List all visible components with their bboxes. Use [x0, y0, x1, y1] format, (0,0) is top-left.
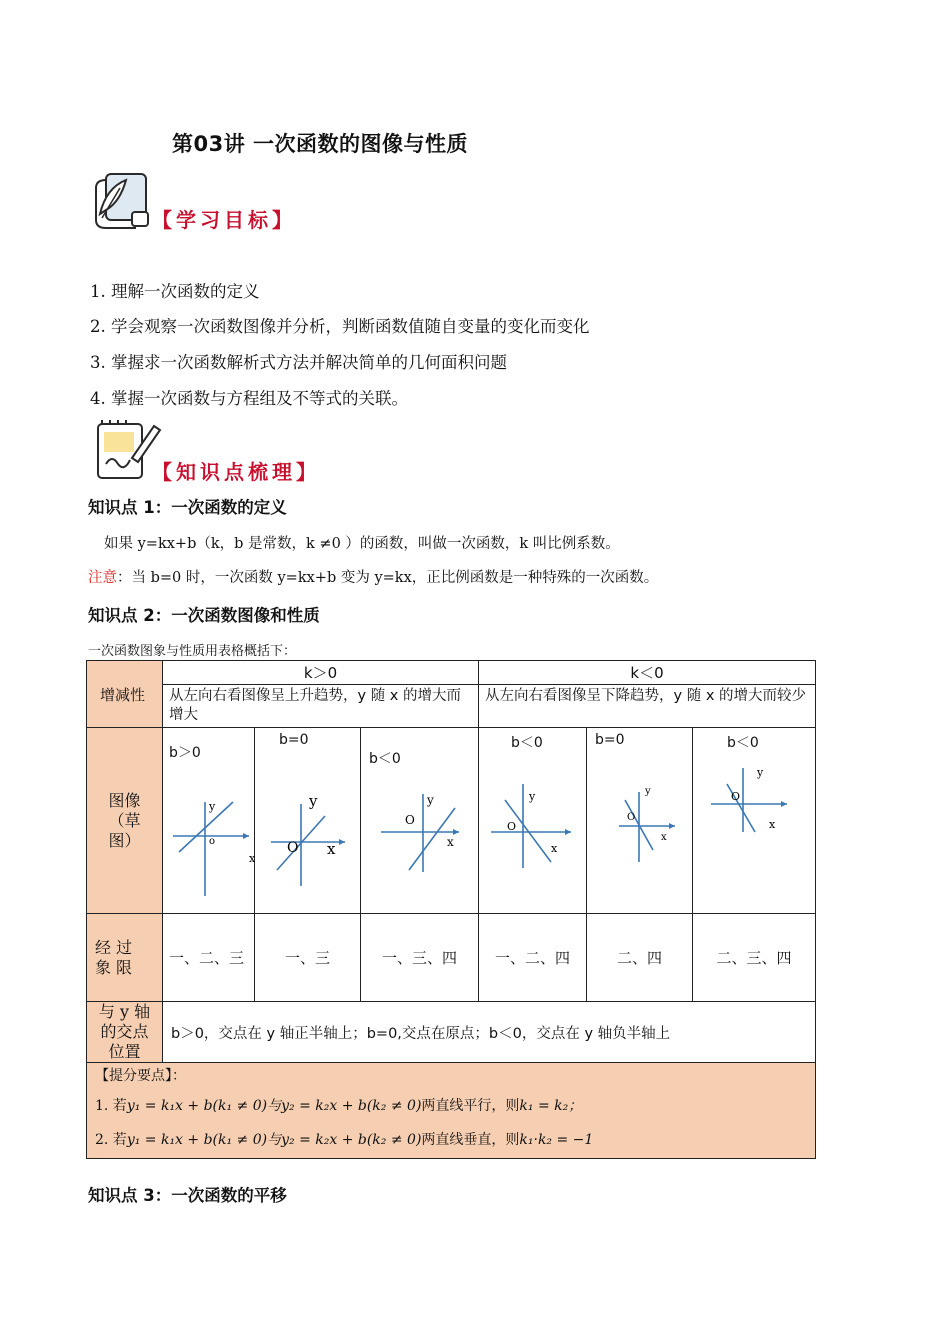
properties-table [86, 660, 816, 1159]
quadrant-cell: 二、三、四 [693, 914, 816, 1002]
objective-item: 4. 掌握一次函数与方程组及不等式的关联。 [90, 389, 408, 408]
kp1-definition: 如果 y=kx+b（k，b 是常数，k ≠0 ）的函数，叫做一次函数，k 叫比例系数。 [104, 536, 620, 552]
trend-negative: 从左向右看图像呈下降趋势，y 随 x 的增大而较少 [479, 685, 816, 728]
kp3-heading: 知识点 3：一次函数的平移 [88, 1186, 287, 1205]
svg-text:y: y [645, 786, 651, 797]
table-caption: 一次函数图象与性质用表格概括下： [88, 644, 297, 659]
svg-text:O: O [405, 813, 415, 827]
quadrant-cell: 一、二、四 [479, 914, 587, 1002]
knowledge-banner: 【知识点梳理】 [152, 456, 320, 490]
graph-kpos-bzero [255, 728, 361, 913]
row-graph-label: 图像（草图） [87, 728, 163, 914]
graph-kpos-bneg [361, 728, 479, 913]
graph-cell [255, 728, 361, 914]
svg-text:y: y [427, 793, 434, 807]
svg-text:O: O [287, 840, 299, 856]
svg-text:O: O [507, 820, 517, 833]
tip-2: 2. 若y₁ = k₁x + b(k₁ ≠ 0)与y₂ = k₂x + b(k₂ ≠ 0)两直线垂直，则k₁·k₂ = −1 [95, 1132, 594, 1148]
graph-cell [479, 728, 587, 914]
svg-text:y: y [529, 790, 536, 803]
objective-item: 1. 理解一次函数的定义 [90, 282, 260, 301]
k-positive-header: k＞0 [163, 661, 479, 685]
graph-kpos-bpos [163, 728, 255, 913]
graph-kneg-bneg-2 [693, 728, 816, 913]
graph-label: b=0 [279, 732, 309, 748]
svg-text:x: x [551, 842, 558, 855]
svg-text:y: y [309, 792, 318, 810]
graph-label: b＜0 [511, 735, 543, 751]
svg-text:o: o [209, 836, 216, 847]
tips-box [87, 1063, 816, 1159]
kp1-note [88, 566, 658, 587]
quadrant-cell: 二、四 [587, 914, 693, 1002]
graph-label: b=0 [595, 732, 625, 748]
quadrant-cell: 一、二、三 [163, 914, 255, 1002]
graph-cell [361, 728, 479, 914]
tip1-formula: y₁ = k₁x + b(k₁ ≠ 0)与y₂ = k₂x + b(k₂ ≠ 0) [126, 1098, 422, 1114]
graph-label: b＜0 [727, 735, 759, 751]
page-title: 第03讲 一次函数的图像与性质 [172, 132, 469, 156]
objective-item: 2. 学会观察一次函数图像并分析，判断函数值随自变量的变化而变化 [90, 317, 590, 336]
quadrant-cell: 一、三 [255, 914, 361, 1002]
kp1-heading: 知识点 1：一次函数的定义 [88, 498, 287, 517]
row-trend-label: 增减性 [100, 686, 146, 704]
svg-text:O: O [627, 812, 636, 823]
graph-cell [587, 728, 693, 914]
goals-icon [92, 170, 156, 232]
svg-text:x: x [661, 832, 667, 843]
graph-cell [163, 728, 255, 914]
row-intersect-label: 与 y 轴的交点位置 [87, 1002, 163, 1063]
graph-label: b＜0 [369, 751, 401, 767]
note-text: ：当 b=0 时，一次函数 y=kx+b 变为 y=kx，正比例函数是一种特殊的一次函数。 [117, 570, 659, 586]
axis-x-label: x [249, 852, 255, 865]
kp2-heading: 知识点 2：一次函数图像和性质 [88, 606, 320, 625]
tip2-formula: y₁ = k₁x + b(k₁ ≠ 0)与y₂ = k₂x + b(k₂ ≠ 0) [126, 1132, 422, 1148]
graph-kneg-bzero [587, 728, 693, 913]
graph-label: b＞0 [169, 745, 201, 761]
note-label: 注意 [88, 570, 117, 586]
svg-text:O: O [731, 790, 741, 803]
tip-1: 1. 若y₁ = k₁x + b(k₁ ≠ 0)与y₂ = k₂x + b(k₂ ≠ 0)两直线平行，则k₁ = k₂； [95, 1098, 583, 1114]
svg-text:y: y [757, 766, 764, 779]
tips-title: 【提分要点】： [95, 1068, 186, 1084]
k-negative-header: k＜0 [479, 661, 816, 685]
svg-text:x: x [327, 840, 336, 858]
goals-banner: 【学习目标】 [152, 204, 296, 238]
trend-positive: 从左向右看图像呈上升趋势，y 随 x 的增大而增大 [163, 685, 479, 728]
axis-y-label: y [209, 800, 216, 813]
svg-text:x: x [447, 835, 454, 849]
row-quadrant-label: 经过象限 [87, 914, 163, 1002]
intersect-text: b＞0，交点在 y 轴正半轴上；b=0,交点在原点；b＜0，交点在 y 轴负半轴上 [163, 1002, 816, 1063]
svg-text:x: x [769, 818, 776, 831]
graph-kneg-bneg [479, 728, 587, 913]
graph-cell [693, 728, 816, 914]
objective-item: 3. 掌握求一次函数解析式方法并解决简单的几何面积问题 [90, 353, 507, 372]
quadrant-cell: 一、三、四 [361, 914, 479, 1002]
